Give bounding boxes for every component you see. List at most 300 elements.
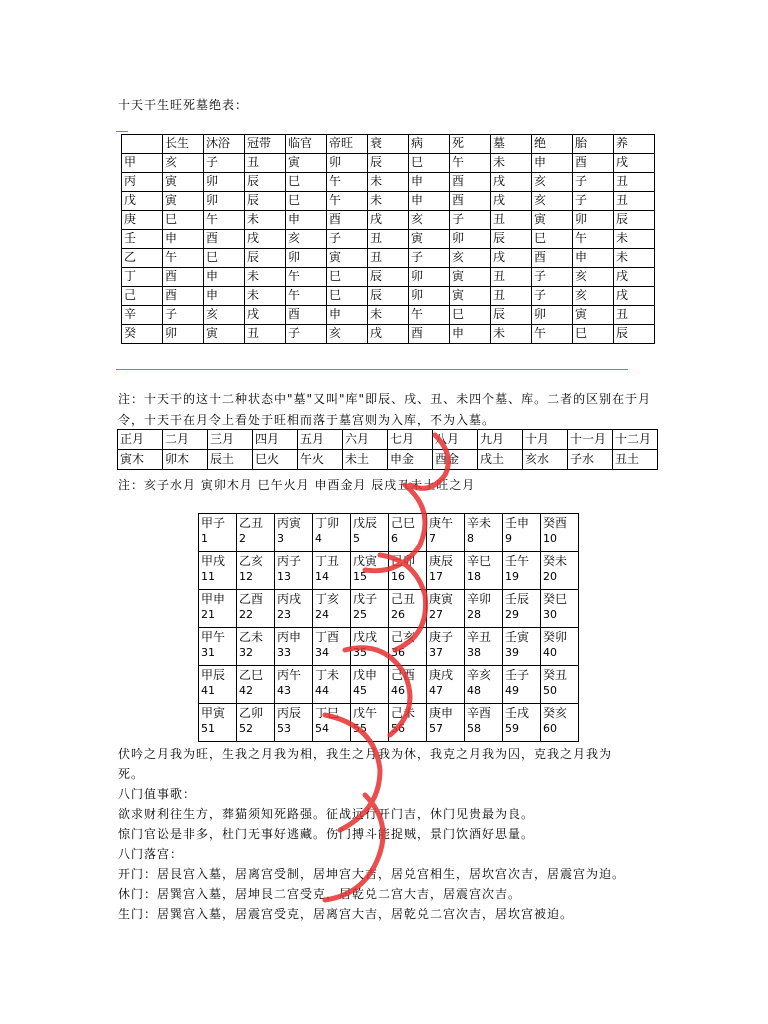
jiazi-cell — [389, 666, 427, 704]
ganzhi-number: 59 — [505, 722, 519, 735]
month-cell: 三月 — [208, 430, 253, 450]
jiazi-cell — [275, 628, 313, 666]
branch-cell: 未 — [491, 325, 532, 344]
branch-cell: 申 — [286, 211, 327, 230]
branch-cell: 申 — [204, 287, 245, 306]
stem-cell: 癸 — [122, 325, 163, 344]
branch-cell: 戌 — [368, 325, 409, 344]
branch-cell: 巳 — [163, 211, 204, 230]
jiazi-cell — [503, 628, 541, 666]
branch-cell: 酉 — [163, 268, 204, 287]
branch-cell: 戌 — [614, 268, 655, 287]
ganzhi-label: 壬辰 — [505, 592, 530, 606]
table-row — [122, 287, 655, 306]
branch-cell: 子 — [532, 268, 573, 287]
branch-cell: 卯 — [204, 173, 245, 192]
ganzhi-number: 2 — [239, 532, 246, 545]
header-cell: 养 — [614, 135, 655, 154]
ganzhi-label: 壬申 — [505, 516, 530, 530]
branch-cell: 申 — [409, 173, 450, 192]
branch-cell: 寅 — [573, 306, 614, 325]
ganzhi-label: 丁亥 — [315, 592, 340, 606]
jiazi-cell — [465, 514, 503, 552]
jiazi-cell — [541, 514, 579, 552]
branch-cell: 辰 — [245, 173, 286, 192]
branch-cell: 未 — [614, 249, 655, 268]
table-row — [199, 514, 579, 552]
ganzhi-label: 辛酉 — [467, 706, 492, 720]
branch-cell: 申 — [573, 249, 614, 268]
ganzhi-number: 37 — [429, 646, 443, 659]
branch-cell: 辰 — [614, 211, 655, 230]
twelve-stage-table — [121, 134, 655, 344]
branch-cell: 寅 — [327, 249, 368, 268]
ganzhi-number: 8 — [467, 532, 474, 545]
branch-cell: 巳 — [286, 192, 327, 211]
jiazi-cell — [427, 704, 465, 742]
jiazi-cell — [275, 514, 313, 552]
month-cell: 六月 — [343, 430, 388, 450]
branch-cell: 未 — [245, 211, 286, 230]
ganzhi-label: 己未 — [391, 706, 416, 720]
branch-cell: 未 — [245, 268, 286, 287]
jiazi-cell — [389, 552, 427, 590]
stem-cell: 辛 — [122, 306, 163, 325]
ganzhi-number: 34 — [315, 646, 329, 659]
ganzhi-number: 33 — [277, 646, 291, 659]
ganzhi-label: 丙寅 — [277, 516, 302, 530]
ganzhi-label: 丙申 — [277, 630, 302, 644]
jiazi-cell — [465, 666, 503, 704]
jiazi-cell — [351, 628, 389, 666]
ganzhi-label: 丁丑 — [315, 554, 340, 568]
ganzhi-label: 乙卯 — [239, 706, 264, 720]
ganzhi-number: 9 — [505, 532, 512, 545]
ganzhi-label: 辛丑 — [467, 630, 492, 644]
ganzhi-label: 甲子 — [201, 516, 226, 530]
branch-cell: 申 — [327, 306, 368, 325]
table-row — [122, 173, 655, 192]
branch-cell: 巳 — [450, 306, 491, 325]
branch-cell: 寅 — [450, 268, 491, 287]
ganzhi-label: 甲申 — [201, 592, 226, 606]
table-row — [122, 230, 655, 249]
stem-cell: 丙 — [122, 173, 163, 192]
ganzhi-number: 31 — [201, 646, 215, 659]
jiazi-cell — [541, 628, 579, 666]
ganzhi-label: 乙酉 — [239, 592, 264, 606]
branch-cell: 辰 — [245, 192, 286, 211]
branch-cell: 子 — [573, 192, 614, 211]
branch-cell: 巳 — [573, 325, 614, 344]
header-cell — [122, 135, 163, 154]
jiazi-cell — [465, 552, 503, 590]
branch-cell: 申 — [532, 154, 573, 173]
branch-cell: 戌 — [614, 154, 655, 173]
branch-cell: 亥 — [532, 192, 573, 211]
ganzhi-number: 1 — [201, 532, 208, 545]
table-row — [122, 268, 655, 287]
ganzhi-label: 癸丑 — [543, 668, 568, 682]
ganzhi-label: 庚寅 — [429, 592, 454, 606]
ganzhi-label: 丁酉 — [315, 630, 340, 644]
branch-cell: 卯 — [573, 211, 614, 230]
branch-cell: 卯 — [327, 154, 368, 173]
ganzhi-label: 壬子 — [505, 668, 530, 682]
branch-cell: 卯 — [450, 230, 491, 249]
ganzhi-label: 癸亥 — [543, 706, 568, 720]
ganzhi-label: 癸未 — [543, 554, 568, 568]
ganzhi-number: 24 — [315, 608, 329, 621]
ganzhi-label: 己卯 — [391, 554, 416, 568]
branch-cell: 未 — [491, 154, 532, 173]
branch-cell: 卯 — [532, 306, 573, 325]
table-title: 十天干生旺死墓绝表： — [118, 98, 249, 112]
branch-cell: 未 — [368, 192, 409, 211]
branch-cell: 子 — [204, 154, 245, 173]
ganzhi-label: 癸酉 — [543, 516, 568, 530]
jiazi-cell — [313, 628, 351, 666]
branch-cell: 寅 — [286, 154, 327, 173]
month-branch-table — [117, 429, 658, 470]
ganzhi-number: 25 — [353, 608, 367, 621]
branch-cell: 亥 — [327, 325, 368, 344]
jiazi-cell — [541, 666, 579, 704]
table-row — [122, 249, 655, 268]
branch-cell: 酉 — [163, 287, 204, 306]
ganzhi-label: 甲午 — [201, 630, 226, 644]
ganzhi-label: 庚子 — [429, 630, 454, 644]
jiazi-cell — [427, 514, 465, 552]
header-cell: 墓 — [491, 135, 532, 154]
branch-cell: 辰 — [368, 154, 409, 173]
ganzhi-number: 43 — [277, 684, 291, 697]
table-row — [122, 192, 655, 211]
header-cell: 临官 — [286, 135, 327, 154]
table-row — [199, 666, 579, 704]
branch-cell: 寅 — [163, 192, 204, 211]
ganzhi-label: 己巳 — [391, 516, 416, 530]
ganzhi-number: 36 — [391, 646, 405, 659]
ganzhi-number: 6 — [391, 532, 398, 545]
header-cell: 死 — [450, 135, 491, 154]
branch-cell: 戌 — [368, 211, 409, 230]
ganzhi-number: 47 — [429, 684, 443, 697]
jiazi-cell — [199, 514, 237, 552]
table-row — [199, 628, 579, 666]
element-cell: 子水 — [568, 450, 613, 470]
branch-cell: 寅 — [409, 230, 450, 249]
branch-cell: 子 — [450, 211, 491, 230]
branch-cell: 巳 — [327, 287, 368, 306]
month-cell: 十月 — [523, 430, 568, 450]
ganzhi-number: 56 — [391, 722, 405, 735]
ganzhi-number: 19 — [505, 570, 519, 583]
branch-cell: 子 — [163, 306, 204, 325]
table-row — [122, 306, 655, 325]
jiazi-cell — [465, 590, 503, 628]
table-header-row — [122, 135, 655, 154]
branch-cell: 丑 — [245, 325, 286, 344]
jiazi-cell — [275, 552, 313, 590]
ganzhi-label: 乙未 — [239, 630, 264, 644]
kaimen-line: 开门：居艮宫入墓，居离宫受制，居坤宫大吉，居兑宫相生，居坎宫次吉，居震宫为迫。 — [118, 867, 626, 881]
header-cell: 衰 — [368, 135, 409, 154]
ganzhi-label: 丙戌 — [277, 592, 302, 606]
ganzhi-number: 3 — [277, 532, 284, 545]
month-cell: 九月 — [478, 430, 523, 450]
branch-cell: 巳 — [204, 249, 245, 268]
ganzhi-label: 丙辰 — [277, 706, 302, 720]
branch-cell: 辰 — [614, 325, 655, 344]
branch-cell: 午 — [409, 306, 450, 325]
branch-cell: 未 — [614, 230, 655, 249]
header-cell: 沐浴 — [204, 135, 245, 154]
branch-cell: 亥 — [573, 287, 614, 306]
jiazi-cell — [313, 514, 351, 552]
ganzhi-number: 55 — [353, 722, 367, 735]
jiazi-cell — [275, 704, 313, 742]
branch-cell: 亥 — [450, 249, 491, 268]
month-cell: 二月 — [163, 430, 208, 450]
branch-cell: 子 — [573, 173, 614, 192]
ganzhi-label: 戊寅 — [353, 554, 378, 568]
branch-cell: 申 — [450, 325, 491, 344]
song-line-2: 惊门官讼是非多，杜门无事好逃藏。伤门搏斗能捉贼，景门饮酒好思量。 — [118, 827, 535, 841]
branch-cell: 寅 — [532, 211, 573, 230]
ganzhi-label: 庚戌 — [429, 668, 454, 682]
element-cell: 酉金 — [433, 450, 478, 470]
ganzhi-label: 辛未 — [467, 516, 492, 530]
jiazi-cell — [503, 514, 541, 552]
ganzhi-number: 32 — [239, 646, 253, 659]
element-cell: 午火 — [298, 450, 343, 470]
jiazi-cell — [199, 666, 237, 704]
month-cell: 七月 — [388, 430, 433, 450]
ganzhi-number: 16 — [391, 570, 405, 583]
ganzhi-number: 15 — [353, 570, 367, 583]
jiazi-cell — [503, 666, 541, 704]
header-cell: 绝 — [532, 135, 573, 154]
month-cell: 八月 — [433, 430, 478, 450]
jiazi-cell — [351, 704, 389, 742]
ganzhi-label: 戊戌 — [353, 630, 378, 644]
ganzhi-label: 壬戌 — [505, 706, 530, 720]
month-cell: 正月 — [118, 430, 163, 450]
branch-cell: 丑 — [614, 306, 655, 325]
jiazi-cell — [313, 590, 351, 628]
branch-cell: 巳 — [286, 173, 327, 192]
branch-cell: 午 — [327, 192, 368, 211]
ganzhi-number: 30 — [543, 608, 557, 621]
ganzhi-number: 57 — [429, 722, 443, 735]
ganzhi-number: 21 — [201, 608, 215, 621]
ganzhi-number: 29 — [505, 608, 519, 621]
branch-cell: 午 — [573, 230, 614, 249]
stem-cell: 乙 — [122, 249, 163, 268]
ganzhi-number: 42 — [239, 684, 253, 697]
heading-bamen-song: 八门值事歌： — [118, 787, 197, 801]
heading-door-palace: 八门落宫： — [118, 847, 184, 861]
ganzhi-number: 54 — [315, 722, 329, 735]
ganzhi-number: 48 — [467, 684, 481, 697]
stem-cell: 甲 — [122, 154, 163, 173]
branch-cell: 子 — [532, 287, 573, 306]
ganzhi-number: 60 — [543, 722, 557, 735]
branch-cell: 辰 — [491, 230, 532, 249]
stem-cell: 己 — [122, 287, 163, 306]
ganzhi-label: 乙亥 — [239, 554, 264, 568]
ganzhi-label: 癸巳 — [543, 592, 568, 606]
ganzhi-label: 己亥 — [391, 630, 416, 644]
seasonal-strength-line1: 伏吟之月我为旺，生我之月我为相，我生之月我为休，我克之月我为囚，克我之月我为 — [118, 747, 613, 761]
ganzhi-label: 戊午 — [353, 706, 378, 720]
ganzhi-number: 58 — [467, 722, 481, 735]
jiazi-cell — [275, 590, 313, 628]
header-cell: 帝旺 — [327, 135, 368, 154]
jiazi-cell — [389, 590, 427, 628]
branch-cell: 巳 — [532, 230, 573, 249]
jiazi-cell — [427, 552, 465, 590]
jiazi-cell — [313, 704, 351, 742]
branch-cell: 亥 — [573, 268, 614, 287]
header-cell: 胎 — [573, 135, 614, 154]
branch-cell: 辰 — [368, 268, 409, 287]
element-cell: 丑土 — [613, 450, 658, 470]
ganzhi-number: 52 — [239, 722, 253, 735]
branch-cell: 戌 — [491, 249, 532, 268]
branch-cell: 午 — [532, 325, 573, 344]
jiazi-cell — [313, 552, 351, 590]
jiazi-cell — [199, 552, 237, 590]
branch-cell: 亥 — [163, 154, 204, 173]
table-row — [199, 590, 579, 628]
ganzhi-number: 38 — [467, 646, 481, 659]
element-cell: 寅木 — [118, 450, 163, 470]
jiazi-cell — [237, 704, 275, 742]
ganzhi-number: 20 — [543, 570, 557, 583]
ganzhi-number: 41 — [201, 684, 215, 697]
jiazi-cell — [313, 666, 351, 704]
branch-cell: 辰 — [245, 249, 286, 268]
branch-cell: 丑 — [245, 154, 286, 173]
branch-cell: 戌 — [614, 287, 655, 306]
stem-cell: 壬 — [122, 230, 163, 249]
branch-cell: 丑 — [368, 249, 409, 268]
stem-cell: 庚 — [122, 211, 163, 230]
branch-cell: 卯 — [409, 287, 450, 306]
branch-cell: 未 — [368, 173, 409, 192]
branch-cell: 酉 — [409, 325, 450, 344]
ganzhi-label: 辛巳 — [467, 554, 492, 568]
ganzhi-number: 49 — [505, 684, 519, 697]
ganzhi-number: 14 — [315, 570, 329, 583]
branch-cell: 酉 — [450, 173, 491, 192]
branch-cell: 午 — [286, 287, 327, 306]
ganzhi-label: 庚辰 — [429, 554, 454, 568]
jiazi-cell — [199, 590, 237, 628]
table-row — [122, 325, 655, 344]
ganzhi-number: 11 — [201, 570, 215, 583]
element-cell: 申金 — [388, 450, 433, 470]
ganzhi-label: 辛卯 — [467, 592, 492, 606]
branch-cell: 丑 — [614, 173, 655, 192]
branch-cell: 酉 — [573, 154, 614, 173]
month-cell: 十二月 — [613, 430, 658, 450]
branch-cell: 戌 — [491, 173, 532, 192]
red-divider-bottom — [116, 369, 628, 370]
jiazi-cell — [427, 666, 465, 704]
branch-cell: 酉 — [204, 230, 245, 249]
branch-cell: 巳 — [409, 154, 450, 173]
ganzhi-number: 44 — [315, 684, 329, 697]
ganzhi-number: 22 — [239, 608, 253, 621]
branch-cell: 酉 — [327, 211, 368, 230]
ganzhi-label: 己酉 — [391, 668, 416, 682]
ganzhi-number: 12 — [239, 570, 253, 583]
branch-cell: 丑 — [491, 287, 532, 306]
branch-cell: 亥 — [286, 230, 327, 249]
ganzhi-label: 癸卯 — [543, 630, 568, 644]
branch-cell: 酉 — [532, 249, 573, 268]
ganzhi-label: 庚午 — [429, 516, 454, 530]
branch-cell: 戌 — [491, 192, 532, 211]
jiazi-cell — [465, 628, 503, 666]
element-cell: 辰土 — [208, 450, 253, 470]
branch-cell: 卯 — [286, 249, 327, 268]
sixty-jiazi-table — [198, 513, 579, 742]
branch-cell: 亥 — [409, 211, 450, 230]
branch-cell: 戌 — [245, 306, 286, 325]
note-tomb-storage: 注：十天干的这十二种状态中"墓"又叫"库"即辰、戌、丑、未四个墓、库。二者的区别在于月令，十天干在月令上看处于旺相而落于墓宫则为入库，不为入墓。 — [118, 392, 652, 427]
branch-cell: 子 — [286, 325, 327, 344]
ganzhi-label: 己丑 — [391, 592, 416, 606]
jiazi-cell — [427, 590, 465, 628]
header-cell: 冠带 — [245, 135, 286, 154]
jiazi-cell — [351, 590, 389, 628]
ganzhi-number: 53 — [277, 722, 291, 735]
element-cell: 戌土 — [478, 450, 523, 470]
shengmen-line: 生门：居巽宫入墓，居震宫受克，居离宫大吉，居乾兑二宫次吉，居坎宫被迫。 — [118, 907, 574, 921]
jiazi-cell — [503, 704, 541, 742]
jiazi-cell — [541, 552, 579, 590]
header-cell: 病 — [409, 135, 450, 154]
ganzhi-label: 壬寅 — [505, 630, 530, 644]
jiazi-cell — [503, 590, 541, 628]
branch-cell: 午 — [450, 154, 491, 173]
ganzhi-label: 乙巳 — [239, 668, 264, 682]
branch-cell: 丑 — [614, 192, 655, 211]
ganzhi-number: 39 — [505, 646, 519, 659]
ganzhi-label: 丁未 — [315, 668, 340, 682]
ganzhi-number: 17 — [429, 570, 443, 583]
ganzhi-number: 5 — [353, 532, 360, 545]
month-cell: 五月 — [298, 430, 343, 450]
element-cell: 未土 — [343, 450, 388, 470]
ganzhi-number: 13 — [277, 570, 291, 583]
table-row — [199, 552, 579, 590]
ganzhi-number: 26 — [391, 608, 405, 621]
element-cell: 亥水 — [523, 450, 568, 470]
ganzhi-number: 23 — [277, 608, 291, 621]
branch-cell: 午 — [327, 173, 368, 192]
jiazi-cell — [427, 628, 465, 666]
branch-cell: 戌 — [245, 230, 286, 249]
jiazi-cell — [275, 666, 313, 704]
branch-cell: 卯 — [409, 268, 450, 287]
branch-cell: 申 — [204, 268, 245, 287]
ganzhi-number: 46 — [391, 684, 405, 697]
